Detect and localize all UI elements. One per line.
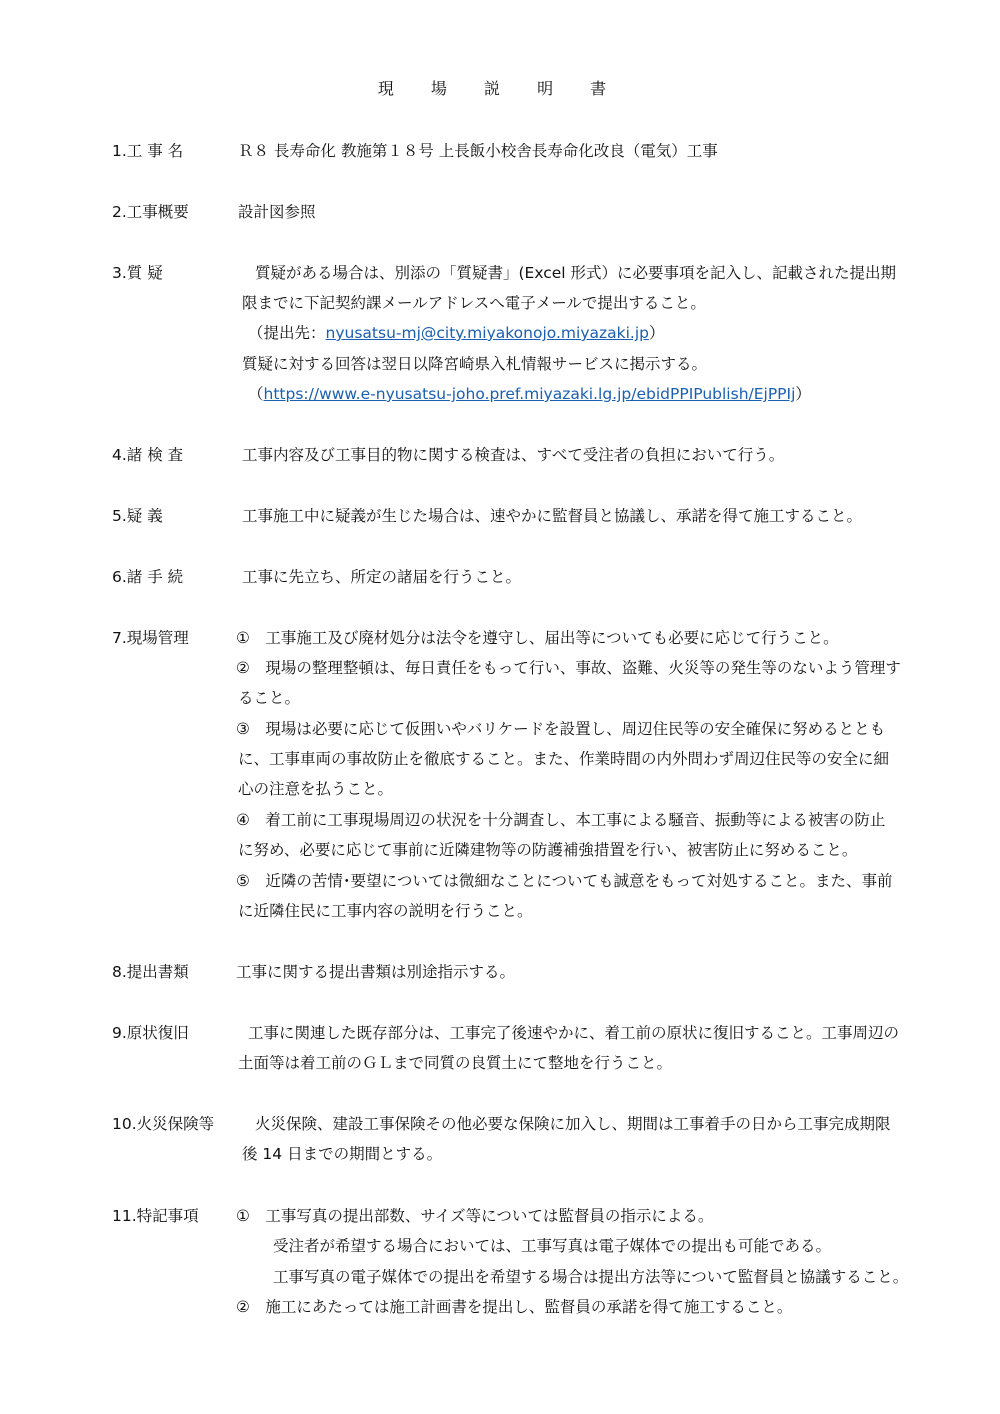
url-suffix: ）	[795, 385, 811, 403]
special-notes-line-2: 受注者が希望する場合においては、工事写真は電子媒体での提出も可能である。	[273, 1237, 832, 1255]
inspection-text: 工事内容及び工事目的物に関する検査は、すべて受注者の負担において行う。	[242, 446, 785, 464]
page-title: 現 場 説 明 書	[377, 79, 623, 98]
url-prefix: （	[248, 385, 264, 403]
special-notes-line-1: ① 工事写真の提出部数、サイズ等については監督員の指示による。	[236, 1207, 714, 1225]
documents-text: 工事に関する提出書類は別途指示する。	[236, 963, 516, 981]
section-label-restoration: 9.原状復旧	[112, 1024, 189, 1042]
section-label-inspection: 4.諸 検 査	[112, 446, 184, 464]
section-label-overview: 2.工事概要	[112, 203, 189, 221]
procedures-text: 工事に先立ち、所定の諸届を行うこと。	[242, 568, 522, 586]
insurance-line-2: 後 14 日までの期間とする。	[242, 1145, 443, 1163]
section-label-project-name: 1.工 事 名	[112, 142, 184, 160]
site-management-line-1: ① 工事施工及び廃材処分は法令を遵守し、届出等についても必要に応じて行うこと。	[236, 629, 839, 647]
questions-line-1: 質疑がある場合は、別添の「質疑書」(Excel 形式）に必要事項を記入し、記載された提出期	[255, 264, 897, 282]
site-management-line-10: に近隣住民に工事内容の説明を行うこと。	[238, 902, 533, 920]
section-label-doubts: 5.疑 義	[112, 507, 163, 525]
section-label-questions: 3.質 疑	[112, 264, 163, 282]
site-management-line-9: ⑤ 近隣の苦情･要望については微細なことについても誠意をもって対処すること。また、事前	[236, 872, 893, 890]
site-management-line-2: ② 現場の整理整頓は、毎日責任をもって行い、事故、盗難、火災等の発生等のないよう管理す	[236, 659, 901, 677]
restoration-line-2: 土面等は着工前のＧＬまで同質の良質土にて整地を行うこと。	[238, 1054, 673, 1072]
project-name-text: Ｒ８ 長寿命化 教施第１８号 上長飯小校舎長寿命化改良（電気）工事	[238, 142, 718, 160]
site-management-line-8: に努め、必要に応じて事前に近隣建物等の防護補強措置を行い、被害防止に努めること。	[238, 841, 858, 859]
insurance-line-1: 火災保険、建設工事保険その他必要な保険に加入し、期間は工事着手の日から工事完成期限	[255, 1115, 891, 1133]
site-management-line-3: ること。	[238, 689, 301, 707]
questions-line-2: 限までに下記契約課メールアドレスへ電子メールで提出すること。	[242, 294, 706, 312]
section-label-insurance: 10.火災保険等	[112, 1115, 215, 1133]
special-notes-line-4: ② 施工にあたっては施工計画書を提出し、監督員の承諾を得て施工すること。	[236, 1298, 793, 1316]
submit-to-prefix: （提出先：	[248, 324, 326, 342]
bid-info-url-link[interactable]: https://www.e-nyusatsu-joho.pref.miyazaki.lg.jp/ebidPPIPublish/EjPPIj	[263, 385, 796, 403]
questions-line-3	[248, 321, 665, 343]
questions-line-4: 質疑に対する回答は翌日以降宮崎県入札情報サービスに掲示する。	[242, 355, 708, 373]
questions-line-5	[248, 382, 811, 404]
restoration-line-1: 工事に関連した既存部分は、工事完了後速やかに、着工前の原状に復旧すること。工事周辺の	[248, 1024, 900, 1042]
section-label-procedures: 6.諸 手 続	[112, 568, 184, 586]
section-label-site-management: 7.現場管理	[112, 629, 189, 647]
site-management-line-4: ③ 現場は必要に応じて仮囲いやバリケードを設置し、周辺住民等の安全確保に努めるととも	[236, 720, 886, 738]
section-label-documents: 8.提出書類	[112, 963, 189, 981]
overview-text: 設計図参照	[238, 203, 316, 221]
contract-email-link[interactable]: nyusatsu-mj@city.miyakonojo.miyazaki.jp	[325, 324, 649, 342]
submit-to-suffix: ）	[648, 324, 665, 342]
section-label-special-notes: 11.特記事項	[112, 1207, 199, 1225]
doubts-text: 工事施工中に疑義が生じた場合は、速やかに監督員と協議し、承諾を得て施工すること。	[242, 507, 863, 525]
special-notes-line-3: 工事写真の電子媒体での提出を希望する場合は提出方法等について監督員と協議すること。	[273, 1268, 909, 1286]
site-management-line-6: 心の注意を払うこと。	[238, 780, 394, 798]
site-management-line-5: に、工事車両の事故防止を徹底すること。また、作業時間の内外問わず周辺住民等の安全に細	[238, 750, 890, 768]
site-management-line-7: ④ 着工前に工事現場周辺の状況を十分調査し、本工事による騒音、振動等による被害の防止	[236, 811, 886, 829]
